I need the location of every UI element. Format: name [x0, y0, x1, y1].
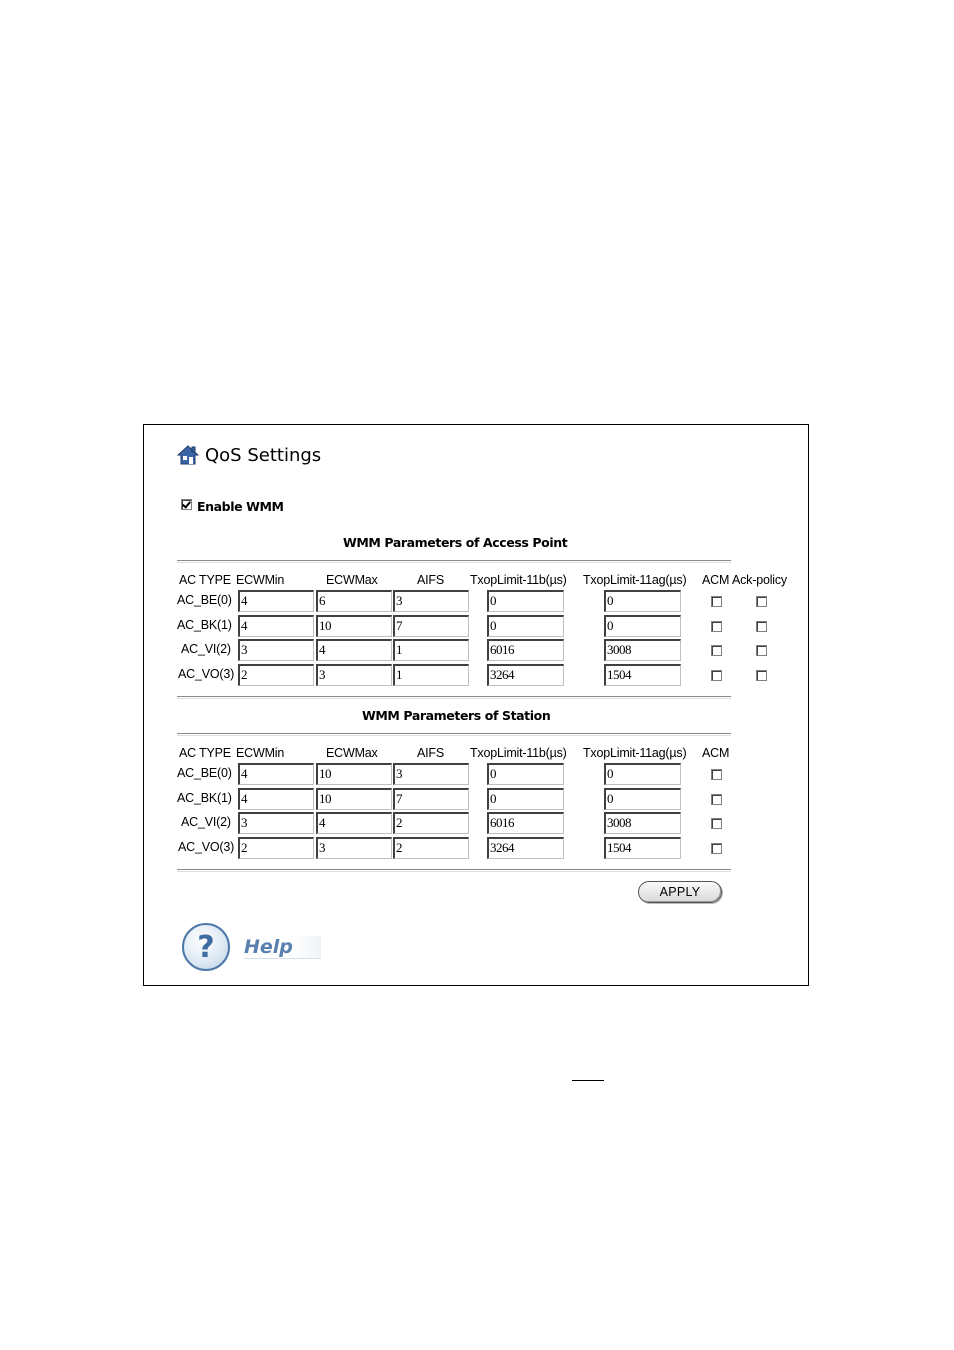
ap-section-top-divider	[177, 560, 731, 562]
txop-11ag-input[interactable]: 1504	[604, 664, 681, 686]
txop-11ag-input[interactable]: 0	[604, 788, 681, 810]
apply-button[interactable]: APPLY	[638, 881, 722, 903]
ecwmax-input[interactable]: 10	[316, 615, 392, 637]
txop-11ag-input[interactable]: 1504	[604, 837, 681, 859]
ac-type-label: AC_VI(2)	[181, 815, 231, 829]
txop-11b-input[interactable]: 6016	[487, 812, 564, 834]
aifs-input[interactable]: 1	[393, 664, 469, 686]
txop-11b-input[interactable]: 6016	[487, 639, 564, 661]
qos-settings-panel	[143, 424, 809, 986]
ac-type-label: AC_BK(1)	[177, 791, 232, 805]
aifs-input[interactable]: 7	[393, 615, 469, 637]
ac-type-label: AC_VO(3)	[178, 840, 235, 854]
ecwmax-input[interactable]: 3	[316, 837, 392, 859]
column-header: ACM	[702, 573, 730, 587]
ecwmax-input[interactable]: 4	[316, 812, 392, 834]
txop-11b-input[interactable]: 0	[487, 615, 564, 637]
ecwmin-input[interactable]: 3	[238, 812, 314, 834]
column-header: AC TYPE	[179, 746, 231, 760]
sta-section-bottom-divider	[177, 869, 731, 871]
column-header: ECWMin	[236, 746, 285, 760]
column-header: AIFS	[417, 573, 444, 587]
ecwmin-input[interactable]: 3	[238, 639, 314, 661]
ac-type-label: AC_VI(2)	[181, 642, 231, 656]
column-header: Ack-policy	[732, 573, 787, 587]
help-label[interactable]: Help	[244, 936, 321, 959]
enable-wmm-label: Enable WMM	[197, 499, 284, 514]
ack-policy-checkbox[interactable]	[756, 645, 767, 656]
column-header: AIFS	[417, 746, 444, 760]
acm-checkbox[interactable]	[711, 843, 722, 854]
acm-checkbox[interactable]	[711, 769, 722, 780]
aifs-input[interactable]: 2	[393, 812, 469, 834]
sta-section-top-divider	[177, 733, 731, 735]
help-question-icon[interactable]: ?	[182, 923, 230, 971]
txop-11b-input[interactable]: 3264	[487, 837, 564, 859]
help-link[interactable]	[182, 923, 321, 971]
column-header: AC TYPE	[179, 573, 231, 587]
acm-checkbox[interactable]	[711, 645, 722, 656]
acm-checkbox[interactable]	[711, 621, 722, 632]
ac-type-label: AC_BE(0)	[177, 593, 232, 607]
txop-11ag-input[interactable]: 0	[604, 615, 681, 637]
aifs-input[interactable]: 1	[393, 639, 469, 661]
ecwmin-input[interactable]: 4	[238, 590, 314, 612]
acm-checkbox[interactable]	[711, 794, 722, 805]
aifs-input[interactable]: 7	[393, 788, 469, 810]
ecwmin-input[interactable]: 2	[238, 664, 314, 686]
txop-11ag-input[interactable]: 0	[604, 763, 681, 785]
aifs-input[interactable]: 3	[393, 763, 469, 785]
page-header	[177, 441, 321, 469]
ac-type-label: AC_VO(3)	[178, 667, 235, 681]
column-header: ACM	[702, 746, 730, 760]
column-header: TxopLimit-11b(µs)	[470, 746, 567, 760]
column-header: ECWMax	[326, 573, 378, 587]
aifs-input[interactable]: 3	[393, 590, 469, 612]
acm-checkbox[interactable]	[711, 670, 722, 681]
home-icon[interactable]	[177, 444, 199, 466]
ap-section-bottom-divider	[177, 696, 731, 698]
ecwmin-input[interactable]: 4	[238, 788, 314, 810]
page-underline-mark	[572, 1080, 604, 1081]
enable-wmm-checkbox[interactable]	[181, 499, 192, 510]
column-header: ECWMin	[236, 573, 285, 587]
ecwmax-input[interactable]: 10	[316, 788, 392, 810]
ecwmax-input[interactable]: 3	[316, 664, 392, 686]
column-header: TxopLimit-11ag(µs)	[583, 746, 687, 760]
ecwmin-input[interactable]: 4	[238, 763, 314, 785]
txop-11b-input[interactable]: 0	[487, 788, 564, 810]
ac-type-label: AC_BE(0)	[177, 766, 232, 780]
txop-11ag-input[interactable]: 3008	[604, 639, 681, 661]
page-title: QoS Settings	[205, 444, 322, 466]
sta-section-title: WMM Parameters of Station	[362, 708, 551, 723]
acm-checkbox[interactable]	[711, 818, 722, 829]
txop-11b-input[interactable]: 0	[487, 763, 564, 785]
ack-policy-checkbox[interactable]	[756, 596, 767, 607]
column-header: TxopLimit-11b(µs)	[470, 573, 567, 587]
ap-section-title: WMM Parameters of Access Point	[343, 535, 568, 550]
ecwmax-input[interactable]: 10	[316, 763, 392, 785]
ecwmax-input[interactable]: 6	[316, 590, 392, 612]
txop-11ag-input[interactable]: 0	[604, 590, 681, 612]
ack-policy-checkbox[interactable]	[756, 621, 767, 632]
enable-wmm-row	[181, 499, 284, 514]
ac-type-label: AC_BK(1)	[177, 618, 232, 632]
ack-policy-checkbox[interactable]	[756, 670, 767, 681]
column-header: ECWMax	[326, 746, 378, 760]
ecwmin-input[interactable]: 4	[238, 615, 314, 637]
txop-11b-input[interactable]: 3264	[487, 664, 564, 686]
aifs-input[interactable]: 2	[393, 837, 469, 859]
acm-checkbox[interactable]	[711, 596, 722, 607]
txop-11b-input[interactable]: 0	[487, 590, 564, 612]
ecwmin-input[interactable]: 2	[238, 837, 314, 859]
txop-11ag-input[interactable]: 3008	[604, 812, 681, 834]
ecwmax-input[interactable]: 4	[316, 639, 392, 661]
column-header: TxopLimit-11ag(µs)	[583, 573, 687, 587]
